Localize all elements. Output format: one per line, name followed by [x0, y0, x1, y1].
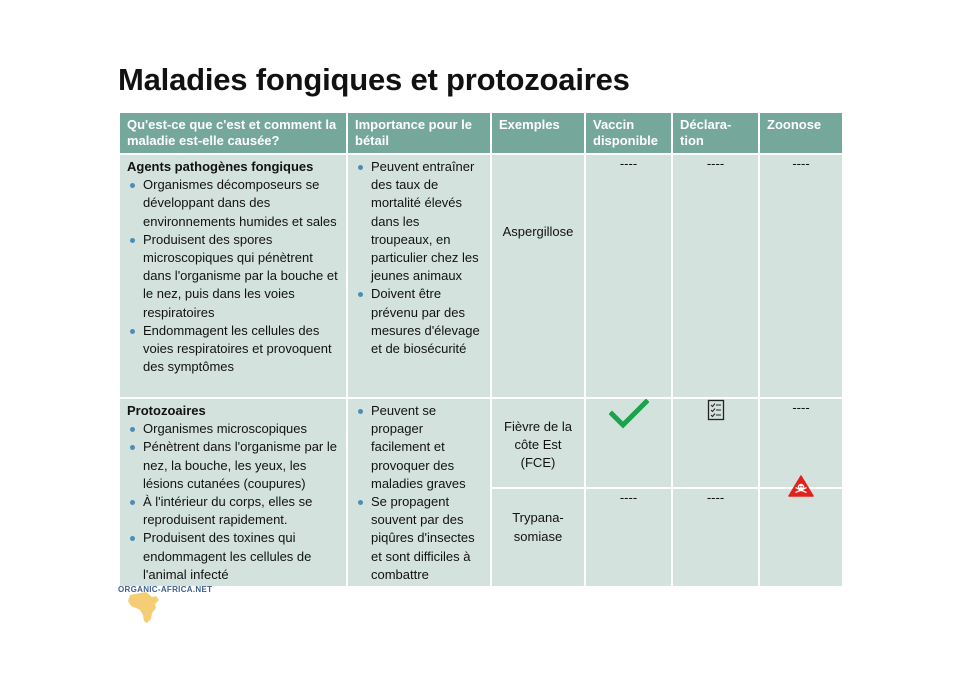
ecf-example: Fièvre de la côte Est (FCE) — [504, 419, 572, 471]
header-what: Qu'est-ce que c'est et comment la maladie est-elle causée? — [119, 112, 347, 154]
header-importance: Importance pour le bétail — [347, 112, 491, 154]
disease-table — [118, 111, 844, 588]
tryp-example: Trypana-somiase — [512, 510, 564, 544]
list-item: Produisent des toxines qui endommagent les cellules de l'animal infecté — [127, 529, 339, 584]
list-item: Doivent être prévenu par des mesures d'élevage et de biosécurité — [355, 285, 483, 358]
fungal-declaration-cell: ---- — [672, 154, 759, 398]
header-examples: Exemples — [491, 112, 585, 154]
table-row-fungal — [119, 154, 843, 398]
fungal-bullets — [127, 176, 339, 376]
list-item: Produisent des spores microscopiques qui pénètrent dans l'organisme par la bouche et le nez, puis dans les voies respiratoires — [127, 231, 339, 322]
protozoa-title: Protozoaires — [127, 403, 206, 418]
tryp-example-cell — [491, 488, 585, 587]
page-title: Maladies fongiques et protozoaires — [118, 62, 630, 97]
organic-africa-logo — [118, 585, 218, 625]
logo-text: ORGANIC-AFRICA.NET — [118, 585, 213, 594]
fungal-example-cell — [491, 154, 585, 398]
header-vaccine: Vaccin disponible — [585, 112, 672, 154]
protozoa-description-cell — [119, 398, 347, 587]
hazard-skull-icon — [788, 475, 814, 497]
header-declaration: Déclara-tion — [672, 112, 759, 154]
fungal-zoonosis-cell: ---- — [759, 154, 843, 398]
fungal-example: Aspergillose — [502, 224, 574, 239]
header-row — [119, 112, 843, 154]
list-item: Organismes microscopiques — [127, 420, 339, 438]
list-item: Endommagent les cellules des voies respiratoires et provoquent des symptômes — [127, 322, 339, 377]
protozoa-importance-cell — [347, 398, 491, 587]
fungal-importance-cell — [347, 154, 491, 398]
table-row-protozoa-ecf — [119, 398, 843, 488]
fungal-importance-list — [355, 158, 483, 358]
ecf-declaration-cell — [672, 398, 759, 488]
tryp-zoonosis-cell — [759, 488, 843, 587]
africa-map-icon — [126, 591, 166, 625]
list-item: Peuvent se propager facilement et provoquer des maladies graves — [355, 402, 483, 493]
tryp-zoonosis-icon-wrap — [760, 475, 842, 502]
tryp-vaccine-cell: ---- — [585, 488, 672, 587]
ecf-vaccine-cell — [585, 398, 672, 488]
list-item: Pénètrent dans l'organisme par le nez, la bouche, les yeux, les lésions cutanées (coupures) — [127, 438, 339, 493]
ecf-example-cell — [491, 398, 585, 488]
fungal-description-cell — [119, 154, 347, 398]
list-item: Se propagent souvent par des piqûres d'insectes et sont difficiles à combattre — [355, 493, 483, 584]
fungal-title: Agents pathogènes fongiques — [127, 159, 314, 174]
tryp-declaration-cell: ---- — [672, 488, 759, 587]
protozoa-bullets — [127, 420, 339, 584]
checkmark-icon — [609, 399, 649, 429]
list-item: À l'intérieur du corps, elles se reproduisent rapidement. — [127, 493, 339, 529]
ecf-zoonosis-cell: ---- — [759, 398, 843, 488]
list-item: Organismes décomposeurs se développant dans des environnements humides et sales — [127, 176, 339, 231]
list-item: Peuvent entraîner des taux de mortalité élevés dans les troupeaux, en particulier chez les jeunes animaux — [355, 158, 483, 285]
header-zoonosis: Zoonose — [759, 112, 843, 154]
fungal-vaccine-cell: ---- — [585, 154, 672, 398]
protozoa-importance-list — [355, 402, 483, 584]
checklist-icon — [707, 399, 725, 421]
